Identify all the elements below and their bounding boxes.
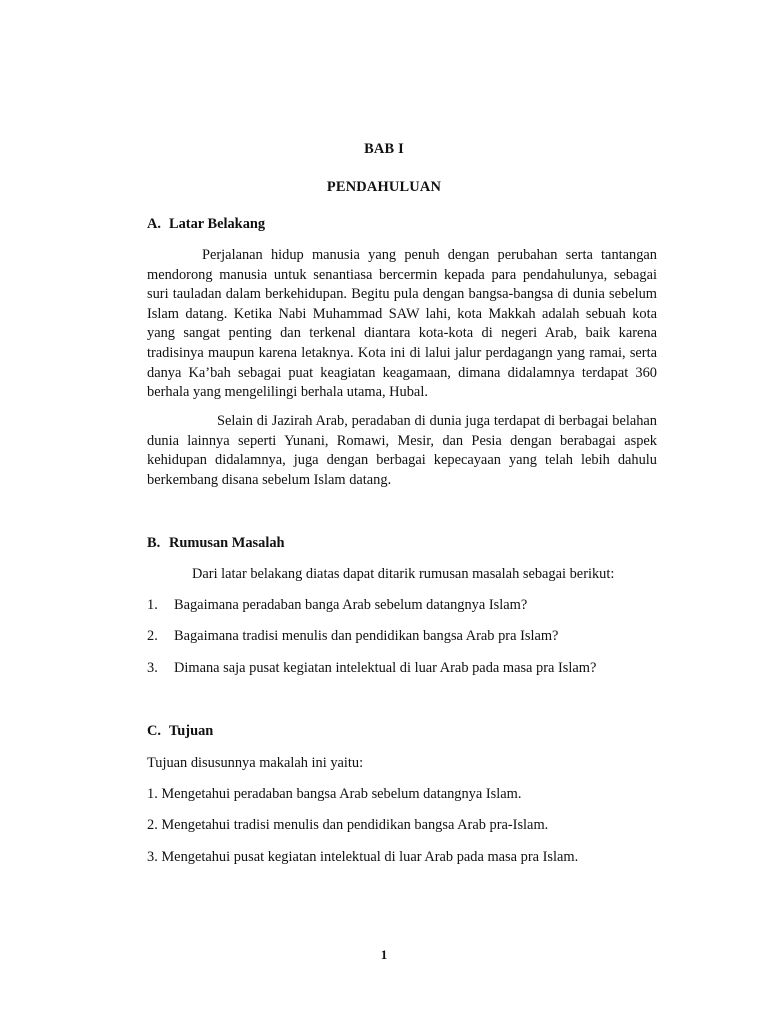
problem-item-text: Bagaimana tradisi menulis dan pendidikan bangsa Arab pra Islam? bbox=[174, 628, 559, 644]
problem-item-text: Bagaimana peradaban banga Arab sebelum datangnya Islam? bbox=[174, 597, 528, 613]
section-a-title: Latar Belakang bbox=[169, 216, 266, 232]
problem-item-number: 2. bbox=[147, 628, 158, 644]
section-b-letter: B. bbox=[147, 535, 161, 551]
section-c-intro: Tujuan disusunnya makalah ini yaitu: bbox=[147, 755, 364, 771]
section-c-title: Tujuan bbox=[169, 723, 214, 739]
section-a-paragraph-1: Perjalanan hidup manusia yang penuh dengan perubahan serta tantangan mendorong manusia untuk senantiasa bercermin kepada para pendahulunya, sebagai suri tauladan dalam berkehidupan. Begitu pula dengan bangsa-bangsa di dunia sebelum Islam datang. Ketika Nabi Muhammad SAW lahi, kota Makkah adalah sebuah kota yang sangat penting dan terkenal diantara kota-kota di negeri Arab, baik karena tradisinya maupun karena letaknya. Kota ini di lalui jalur perdagangn yang ramai, serta danya Ka’bah sebagai puat keagiatan keagamaan, dimana didalamnya terdapat 360 berhala yang mengelilingi berhala utama, Hubal. bbox=[147, 247, 657, 401]
problem-item bbox=[147, 597, 527, 614]
problem-item bbox=[147, 628, 558, 645]
objective-item: 1. Mengetahui peradaban bangsa Arab sebelum datangnya Islam. bbox=[147, 786, 522, 802]
chapter-title: PENDAHULUAN bbox=[326, 179, 442, 195]
section-c-letter: C. bbox=[147, 723, 161, 739]
section-c-heading bbox=[147, 723, 213, 740]
section-a-heading bbox=[147, 216, 265, 233]
objective-item: 2. Mengetahui tradisi menulis dan pendidikan bangsa Arab pra-Islam. bbox=[147, 817, 549, 833]
problem-item-number: 1. bbox=[147, 597, 158, 613]
problem-item-text: Dimana saja pusat kegiatan intelektual di luar Arab pada masa pra Islam? bbox=[174, 660, 597, 676]
objective-item: 3. Mengetahui pusat kegiatan intelektual di luar Arab pada masa pra Islam. bbox=[147, 849, 579, 865]
section-b-title: Rumusan Masalah bbox=[169, 535, 285, 551]
chapter-number: BAB I bbox=[364, 141, 404, 157]
section-b-heading bbox=[147, 535, 285, 552]
problem-item bbox=[147, 660, 596, 677]
section-a-paragraph-2: Selain di Jazirah Arab, peradaban di dunia juga terdapat di berbagai belahan dunia lainnya seperti Yunani, Romawi, Mesir, dan Pesia dengan berabagai aspek kehidupan didalamnya, juga dengan berbagai kepecayaan yang telah lebih dahulu berkembang disana sebelum Islam datang. bbox=[147, 413, 657, 488]
section-a-letter: A. bbox=[147, 216, 161, 232]
page-number: 1 bbox=[380, 947, 388, 962]
problem-item-number: 3. bbox=[147, 660, 158, 676]
section-b-intro: Dari latar belakang diatas dapat ditarik rumusan masalah sebagai berikut: bbox=[192, 566, 615, 582]
